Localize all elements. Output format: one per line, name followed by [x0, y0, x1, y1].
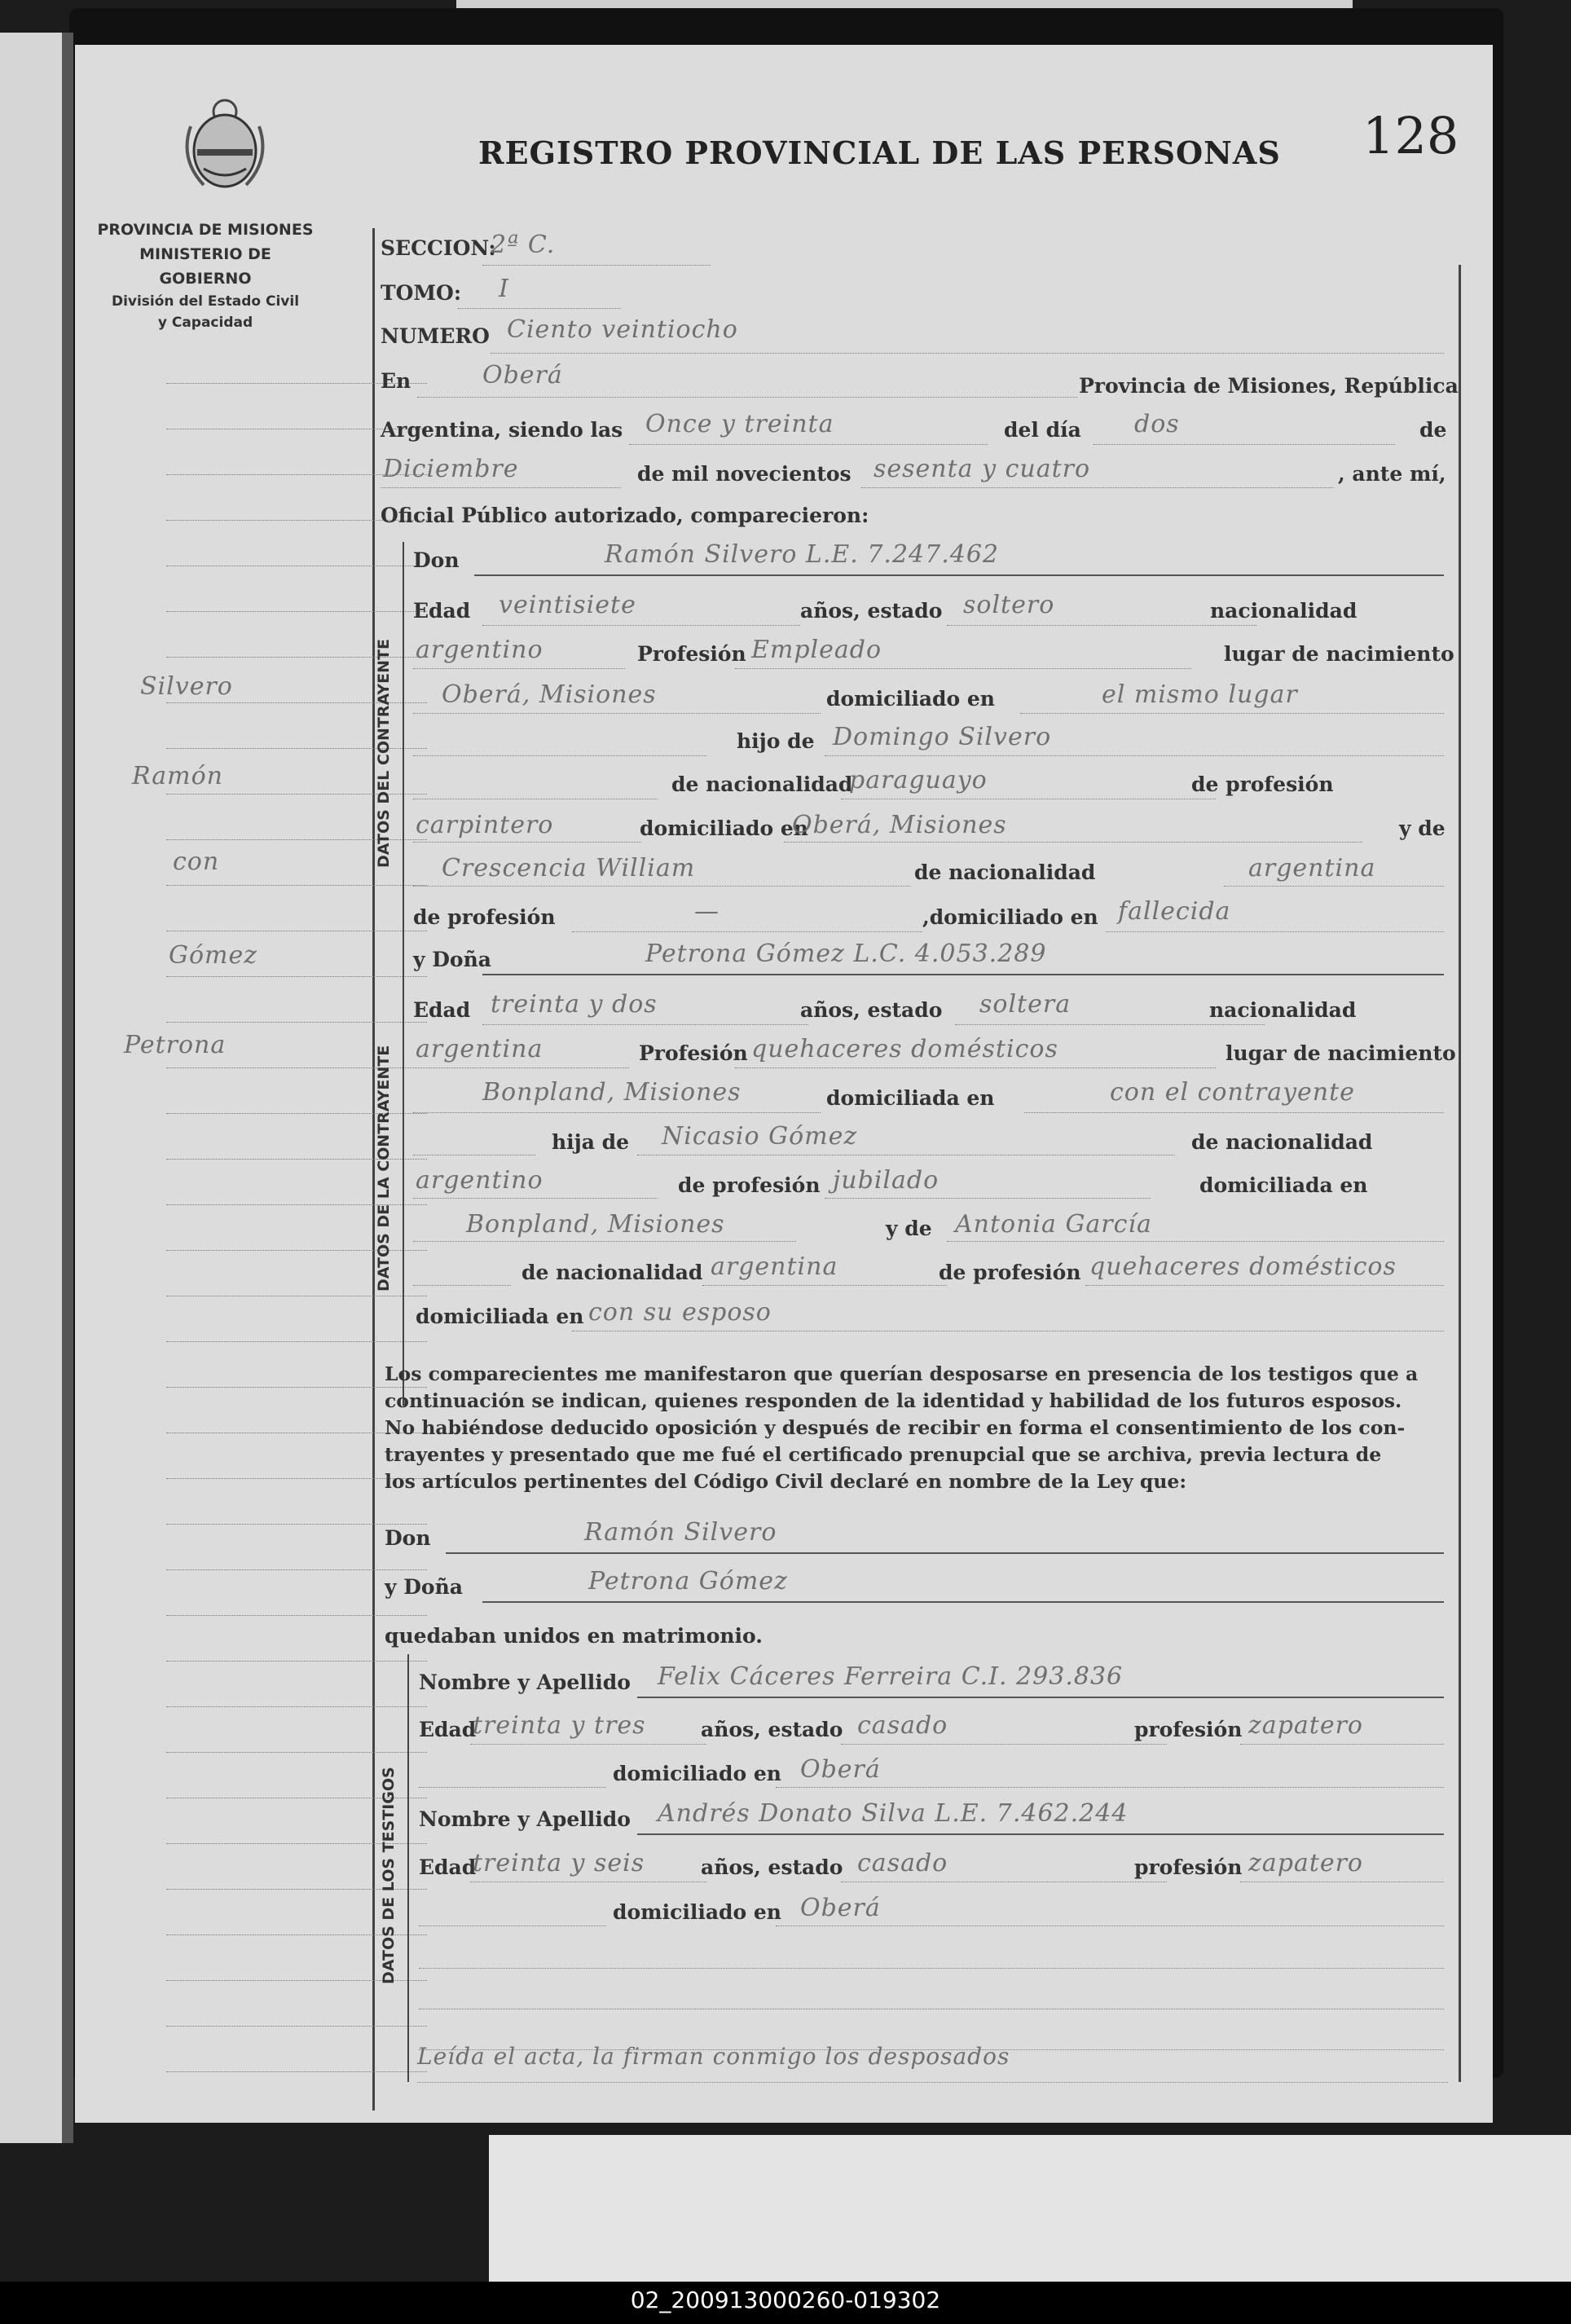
fill-line — [482, 974, 1444, 975]
fill-line — [1024, 1112, 1444, 1113]
office-line: PROVINCIA DE MISIONES — [97, 221, 314, 239]
dom-madre-label: ,domiciliado en — [922, 905, 1098, 929]
contrayenta-name: Petrona Gómez L.C. 4.053.289 — [645, 940, 1047, 968]
office-line: División del Estado Civil — [111, 293, 300, 310]
oficial-text: Oficial Público autorizado, comparecieron: — [381, 504, 869, 527]
dom-padre-label: domiciliado en — [640, 816, 808, 840]
fill-line — [637, 1833, 1444, 1835]
margin-note: Silvero — [140, 672, 233, 701]
declaration-line: continuación se indican, quienes responden de la identidad y habilidad de los futuros esposos. — [385, 1389, 1402, 1412]
provincia-text: Provincia de Misiones, República — [1079, 374, 1459, 398]
nac-padre-label-2: de nacionalidad — [1191, 1130, 1373, 1154]
margin-note: con — [173, 847, 220, 876]
contrayente-bracket — [403, 542, 404, 962]
contrayenta-nacionalidad: argentina — [416, 1035, 543, 1063]
fill-line — [1106, 931, 1444, 932]
fill-line — [629, 444, 988, 445]
page-number: 128 — [1362, 106, 1459, 165]
fill-line — [381, 487, 621, 488]
page-title: REGISTRO PROVINCIAL DE LAS PERSONAS — [478, 134, 1281, 171]
seccion-value: 2ª C. — [491, 231, 556, 259]
t1-estado-label: años, estado — [701, 1718, 843, 1741]
fill-line — [417, 397, 1077, 398]
prof-madre-label: de profesión — [413, 905, 556, 929]
contrayente-section-title: DATOS DEL CONTRAYENTE — [375, 639, 393, 868]
fill-line — [413, 1241, 796, 1242]
fill-line — [955, 1024, 1265, 1025]
margin-note: Petrona — [124, 1031, 227, 1059]
matrimonio-text: quedaban unidos en matrimonio. — [385, 1624, 763, 1648]
contrayenta-madre: Antonia García — [955, 1210, 1152, 1239]
estado-label-2: años, estado — [800, 998, 943, 1022]
fill-line — [413, 755, 706, 756]
fill-line — [735, 668, 1191, 669]
contrayente-domicilio: el mismo lugar — [1102, 680, 1298, 709]
fill-line — [413, 886, 910, 887]
numero-label: NUMERO — [381, 324, 490, 348]
edad-label: Edad — [413, 599, 471, 623]
t2-prof: zapatero — [1248, 1849, 1363, 1877]
contrayente-padre: Domingo Silvero — [833, 723, 1052, 751]
margin-ruled-line — [166, 611, 427, 612]
margin-ruled-line — [166, 1661, 427, 1662]
don2-label: Don — [385, 1526, 431, 1550]
t1-edad: treinta y tres — [473, 1711, 646, 1740]
contrayenta-estado: soltera — [979, 990, 1072, 1019]
fill-line — [413, 713, 821, 714]
fill-line — [825, 755, 1444, 756]
margin-ruled-line — [166, 2071, 427, 2072]
margin-ruled-line — [166, 2026, 427, 2027]
coat-of-arms-icon — [179, 94, 271, 191]
contrayente-prof-madre: — — [694, 897, 719, 926]
contrayenta-prof-padre: jubilado — [833, 1166, 940, 1195]
estado-label: años, estado — [800, 599, 943, 623]
ante-mi-text: , ante mí, — [1338, 462, 1446, 486]
lugar-label: lugar de nacimiento — [1224, 642, 1454, 666]
contrayente-nac-madre: argentina — [1248, 854, 1376, 883]
declaration-paragraph — [385, 1361, 1452, 1495]
book-binding — [62, 33, 73, 2143]
dona2-label: y Doña — [385, 1575, 463, 1599]
t2-edad: treinta y seis — [473, 1849, 645, 1877]
margin-ruled-line — [166, 1022, 427, 1023]
margin-note: Ramón — [132, 762, 223, 790]
fill-line — [413, 668, 625, 669]
contrayenta-dom-madre: con su esposo — [588, 1298, 772, 1327]
declaration-line: No habiéndose deducido oposición y después de recibir en forma el consentimiento de los con- — [385, 1416, 1406, 1439]
t1-prof: zapatero — [1248, 1711, 1363, 1740]
nacionalidad-label: nacionalidad — [1210, 599, 1358, 623]
de-label: de — [1419, 418, 1447, 442]
nac-madre-label: de nacionalidad — [914, 860, 1096, 884]
hija-label: hija de — [552, 1130, 630, 1154]
t2-estado-label: años, estado — [701, 1855, 843, 1879]
testigos-section-title: DATOS DE LOS TESTIGOS — [380, 1767, 398, 1984]
fill-line — [482, 1024, 808, 1025]
margin-note: Gómez — [169, 941, 258, 970]
don-label: Don — [413, 548, 460, 572]
fill-line — [419, 1968, 1444, 1969]
t1-nombre-label: Nombre y Apellido — [419, 1670, 631, 1694]
contrayente-nac-padre: paraguayo — [849, 766, 988, 794]
file-caption: 02_200913000260-019302 — [630, 2287, 941, 2313]
fill-line — [491, 353, 1444, 354]
margin-ruled-line — [166, 1341, 427, 1342]
fill-line — [413, 1067, 629, 1068]
t1-nombre: Felix Cáceres Ferreira C.I. 293.836 — [658, 1662, 1124, 1691]
contrayente-lugar: Oberá, Misiones — [442, 680, 657, 709]
en-label: En — [381, 369, 411, 393]
nacionalidad-label-2: nacionalidad — [1209, 998, 1357, 1022]
nac-madre-label-2: de nacionalidad — [521, 1261, 703, 1284]
fill-line — [413, 1112, 821, 1113]
t2-estado: casado — [857, 1849, 948, 1877]
register-page — [75, 45, 1493, 2123]
contrayenta-prof-madre: quehaceres domésticos — [1089, 1252, 1397, 1281]
contrayente-dom-padre: Oberá, Misiones — [792, 811, 1007, 839]
fill-line — [825, 1198, 1151, 1199]
contrayenta-section-title: DATOS DE LA CONTRAYENTE — [375, 1045, 393, 1292]
fill-line — [470, 1744, 706, 1745]
margin-ruled-line — [166, 1569, 427, 1570]
margin-ruled-line — [166, 1524, 427, 1525]
t1-prof-label: profesión — [1134, 1718, 1243, 1741]
declaration-line: Los comparecientes me manifestaron que querían desposarse en presencia de los testigos que a — [385, 1362, 1419, 1385]
t2-nombre: Andrés Donato Silva L.E. 7.462.244 — [658, 1799, 1129, 1828]
contrayenta-edad: treinta y dos — [491, 990, 658, 1019]
dom-padre-label-2: domiciliada en — [1199, 1173, 1368, 1197]
fill-line — [482, 625, 800, 626]
dona2-value: Petrona Gómez — [588, 1567, 788, 1596]
edad-label-2: Edad — [413, 998, 471, 1022]
contrayenta-bracket — [403, 962, 404, 1406]
fill-line — [417, 2082, 1448, 2083]
dona-label: y Doña — [413, 948, 491, 971]
t1-dom-label: domiciliado en — [613, 1762, 781, 1785]
t2-edad-label: Edad — [419, 1855, 477, 1879]
nac-padre-label: de nacionalidad — [671, 772, 853, 796]
contrayenta-nac-padre: argentino — [416, 1166, 543, 1195]
fill-line — [458, 308, 621, 309]
page-right-border — [1459, 265, 1461, 2082]
contrayenta-nac-madre: argentina — [711, 1252, 838, 1281]
en-value: Oberá — [482, 361, 563, 390]
t2-dom: Oberá — [800, 1894, 881, 1922]
contrayenta-padre: Nicasio Gómez — [662, 1122, 858, 1151]
t2-nombre-label: Nombre y Apellido — [419, 1807, 631, 1831]
margin-ruled-line — [166, 976, 427, 977]
contrayente-edad: veintisiete — [499, 591, 636, 619]
fill-line — [413, 1198, 658, 1199]
fill-line — [637, 1697, 1444, 1698]
fill-line — [784, 842, 1362, 843]
fill-line — [419, 1787, 606, 1788]
fill-line — [1240, 1744, 1444, 1745]
fill-line — [413, 842, 641, 843]
t1-edad-label: Edad — [419, 1718, 477, 1741]
fill-line — [474, 574, 1444, 576]
margin-ruled-line — [166, 1706, 427, 1707]
fill-line — [735, 1067, 1216, 1068]
fill-line — [1094, 444, 1395, 445]
y-de-label-2: y de — [886, 1217, 932, 1240]
t1-dom: Oberá — [800, 1755, 881, 1784]
office-line: MINISTERIO DE GOBIERNO — [139, 245, 271, 288]
fill-line — [776, 1787, 1444, 1788]
contrayente-profesion: Empleado — [751, 636, 882, 664]
tomo-label: TOMO: — [381, 281, 462, 305]
fill-line — [1224, 886, 1444, 887]
fill-line — [947, 1241, 1444, 1242]
profesion-label-2: Profesión — [639, 1041, 748, 1065]
tomo-value: I — [499, 275, 509, 303]
seccion-label: SECCION: — [381, 236, 496, 260]
office-heading — [91, 218, 319, 333]
background-surface — [489, 2135, 1571, 2282]
fill-line — [413, 1285, 511, 1286]
t2-dom-label: domiciliado en — [613, 1900, 781, 1924]
fill-line — [702, 1285, 947, 1286]
domiciliada-label: domiciliada en — [826, 1086, 995, 1110]
dom-madre-label-2: domiciliada en — [416, 1305, 584, 1328]
mes-value: Diciembre — [383, 455, 519, 483]
fill-line — [1020, 713, 1444, 714]
fill-line — [446, 1552, 1444, 1554]
fill-line — [482, 265, 711, 266]
contrayente-madre: Crescencia William — [442, 854, 696, 883]
fill-line — [1085, 1285, 1444, 1286]
testigos-bracket — [407, 1654, 409, 2082]
contrayenta-profesion: quehaceres domésticos — [751, 1035, 1058, 1063]
dia-value: dos — [1134, 410, 1180, 438]
contrayente-name: Ramón Silvero L.E. 7.247.462 — [605, 540, 1000, 569]
del-dia-label: del día — [1004, 418, 1081, 442]
t2-prof-label: profesión — [1134, 1855, 1243, 1879]
left-page-edge — [0, 33, 65, 2143]
don2-value: Ramón Silvero — [584, 1518, 777, 1547]
prof-padre-label-2: de profesión — [678, 1173, 821, 1197]
margin-ruled-line — [166, 1615, 427, 1616]
contrayente-prof-padre: carpintero — [416, 811, 554, 839]
closing-text: Leída el acta, la firman conmigo los desposados — [417, 2043, 1010, 2070]
contrayente-nacionalidad: argentino — [416, 636, 543, 664]
fill-line — [861, 487, 1334, 488]
margin-ruled-line — [166, 885, 427, 886]
fill-line — [841, 1744, 1167, 1745]
y-de-label: y de — [1399, 816, 1446, 840]
prof-padre-label: de profesión — [1191, 772, 1334, 796]
hora-value: Once y treinta — [645, 410, 834, 438]
prof-madre-label-2: de profesión — [939, 1261, 1081, 1284]
lugar-label-2: lugar de nacimiento — [1226, 1041, 1456, 1065]
t1-estado: casado — [857, 1711, 948, 1740]
fill-line — [572, 931, 922, 932]
fill-line — [947, 625, 1256, 626]
profesion-label: Profesión — [637, 642, 746, 666]
contrayente-estado: soltero — [963, 591, 1055, 619]
contrayenta-lugar: Bonpland, Misiones — [482, 1078, 741, 1107]
declaration-line: los artículos pertinentes del Código Civil declaré en nombre de la Ley que: — [385, 1470, 1187, 1493]
fill-line — [482, 1601, 1444, 1603]
contrayenta-dom-padre: Bonpland, Misiones — [466, 1210, 725, 1239]
contrayente-dom-madre: fallecida — [1118, 897, 1231, 926]
office-line: y Capacidad — [157, 315, 253, 331]
domiciliado-label: domiciliado en — [826, 687, 995, 711]
argentina-text: Argentina, siendo las — [381, 418, 623, 442]
hijo-label: hijo de — [737, 729, 815, 753]
contrayenta-domicilio: con el contrayente — [1110, 1078, 1355, 1107]
margin-ruled-line — [166, 1752, 427, 1753]
anio-value: sesenta y cuatro — [874, 455, 1091, 483]
numero-value: Ciento veintiocho — [507, 315, 738, 344]
mil-text: de mil novecientos — [637, 462, 852, 486]
declaration-line: trayentes y presentado que me fué el certificado prenupcial que se archiva, previa lectura de — [385, 1443, 1382, 1466]
